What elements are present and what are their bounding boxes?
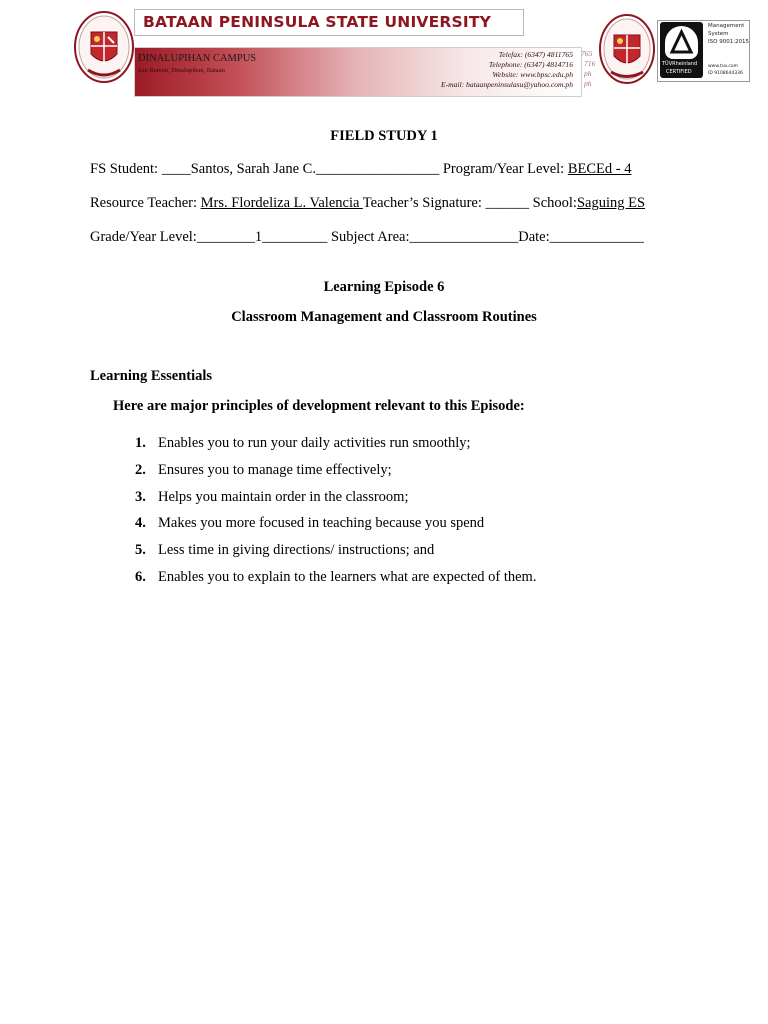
campus-address: San Ramon, Dinalupihan, Bataan xyxy=(138,67,225,74)
cert-system: System xyxy=(708,31,729,37)
university-name-box xyxy=(134,9,524,36)
campus-name: DINALUPIHAN CAMPUS xyxy=(138,53,257,64)
school-label: School: xyxy=(529,195,577,211)
list-item xyxy=(135,568,537,586)
program-label: Program/Year Level: xyxy=(439,161,568,177)
list-number: 1. xyxy=(135,435,146,451)
telephone: Telephone: (6347) 4814716 xyxy=(488,60,573,69)
list-item xyxy=(135,461,392,479)
essentials-heading: Learning Essentials xyxy=(90,368,213,384)
email: E-mail: bataanpeninsulasu@yahoo.com.ph xyxy=(440,80,573,89)
list-number: 4. xyxy=(135,515,146,531)
student-line xyxy=(90,160,631,178)
list-text: Less time in giving directions/ instructions; and xyxy=(158,542,435,558)
student-label: FS Student: xyxy=(90,161,162,177)
subject-label: Subject Area: xyxy=(327,229,410,245)
teacher-line xyxy=(90,194,645,212)
grade-label: Grade/Year Level: xyxy=(90,229,197,245)
tuv-brand: TÜVRheinland xyxy=(662,61,698,67)
list-item xyxy=(135,434,471,452)
episode-title: Learning Episode 6 xyxy=(323,279,445,295)
tuv-triangle-icon xyxy=(665,26,698,59)
date-value: _____________ xyxy=(549,229,644,245)
telephone-overflow: 716 xyxy=(584,59,596,68)
student-value: ____Santos, Sarah Jane C._________________ xyxy=(161,161,440,177)
list-text: Makes you more focused in teaching because you spend xyxy=(158,515,485,531)
essentials-intro: Here are major principles of development relevant to this Episode: xyxy=(113,398,525,414)
signature-label: Teacher’s Signature: xyxy=(362,195,486,211)
university-seal-logo xyxy=(74,10,134,84)
list-item xyxy=(135,541,435,559)
iso-certification-badge xyxy=(657,20,750,82)
cert-id: ID 9108644336 xyxy=(708,71,743,76)
campus-seal-logo xyxy=(599,13,655,85)
list-number: 2. xyxy=(135,462,146,478)
list-item xyxy=(135,488,409,506)
list-text: Ensures you to manage time effectively; xyxy=(158,462,392,478)
email-overflow: ph xyxy=(584,79,592,88)
tuv-certified: CERTIFIED xyxy=(666,69,692,75)
list-number: 5. xyxy=(135,542,146,558)
website: Website: www.bpsc.edu.ph xyxy=(492,70,573,79)
cert-iso: ISO 9001:2015 xyxy=(708,39,750,45)
list-text: Helps you maintain order in the classroom; xyxy=(158,489,409,505)
subject-value: _______________ xyxy=(409,229,519,245)
tuv-mark xyxy=(660,22,703,78)
telefax-overflow: 765 xyxy=(581,49,593,58)
cert-management: Management xyxy=(708,23,745,29)
grade-value: ________1_________ xyxy=(196,229,328,245)
grade-line xyxy=(90,228,644,246)
school-value: Saguing ES xyxy=(576,195,646,211)
list-number: 6. xyxy=(135,569,146,585)
list-text: Enables you to explain to the learners what are expected of them. xyxy=(158,569,537,585)
signature-value: ______ xyxy=(485,195,530,211)
form-title: FIELD STUDY 1 xyxy=(330,128,438,144)
list-text: Enables you to run your daily activities run smoothly; xyxy=(158,435,471,451)
website-overflow: ph xyxy=(584,69,592,78)
triangle-icon xyxy=(665,26,698,59)
university-name: BATAAN PENINSULA STATE UNIVERSITY xyxy=(143,13,492,31)
campus-band xyxy=(134,47,582,97)
cert-url: www.tuv.com xyxy=(708,64,739,69)
list-item xyxy=(135,514,485,532)
episode-subtitle: Classroom Management and Classroom Routines xyxy=(231,309,537,325)
list-number: 3. xyxy=(135,489,146,505)
program-value: BECEd - 4 xyxy=(567,161,632,177)
teacher-label: Resource Teacher: xyxy=(90,195,201,211)
teacher-value: Mrs. Flordeliza L. Valencia xyxy=(200,195,363,211)
telefax: Telefax: (6347) 4811765 xyxy=(498,50,573,59)
date-label: Date: xyxy=(518,229,550,245)
